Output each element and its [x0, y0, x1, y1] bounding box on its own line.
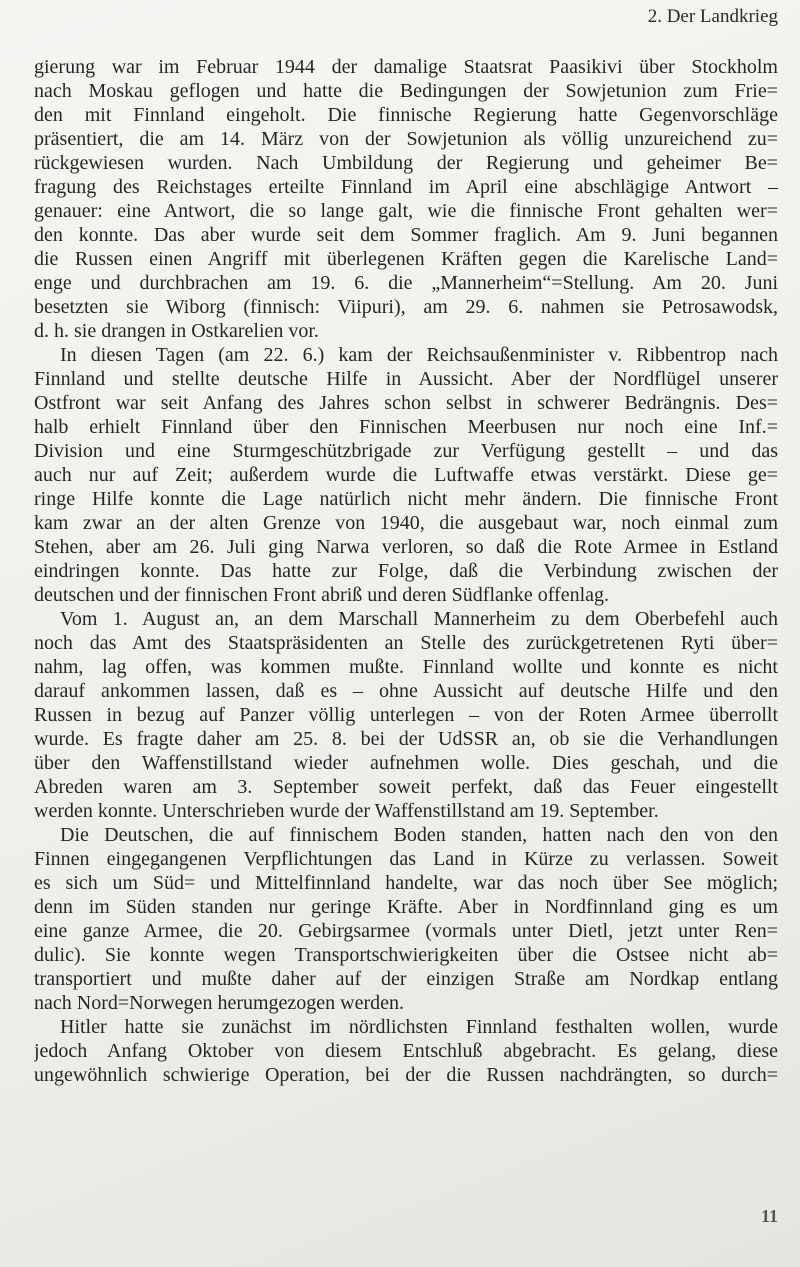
text-line: Russen in bezug auf Panzer völlig unterlegen – von der Roten Armee überrollt — [34, 704, 778, 726]
text-line: transportiert und mußte daher auf der einzigen Straße am Nordkap entlang — [34, 968, 778, 990]
text-line: Division und eine Sturmgeschützbrigade zur Verfügung gestellt – und das — [34, 440, 778, 462]
text-line: eindringen konnte. Das hatte zur Folge, daß die Verbindung zwischen der — [34, 560, 778, 582]
text-line: darauf ankommen lassen, daß es – ohne Aussicht auf deutsche Hilfe und den — [34, 680, 778, 702]
text-line: besetzten sie Wiborg (finnisch: Viipuri), am 29. 6. nahmen sie Petrosawodsk, — [34, 296, 778, 318]
text-line: d. h. sie drangen in Ostkarelien vor. — [34, 320, 319, 342]
text-line: nach Nord=Norwegen herumgezogen werden. — [34, 992, 405, 1014]
text-line: nahm, lag offen, was kommen mußte. Finnland wollte und konnte es nicht — [34, 656, 778, 678]
text-line: es sich um Süd= und Mittelfinnland handelte, war das noch über See möglich; — [34, 872, 778, 894]
text-line: auch nur auf Zeit; außerdem wurde die Luftwaffe etwas verstärkt. Diese ge= — [34, 464, 778, 486]
paragraph — [34, 55, 778, 343]
text-line: ringe Hilfe konnte die Lage natürlich nicht mehr ändern. Die finnische Front — [34, 488, 778, 510]
text-line: Finnen eingegangenen Verpflichtungen das Land in Kürze zu verlassen. Soweit — [34, 848, 778, 870]
text-line: Abreden waren am 3. September soweit perfekt, daß das Feuer eingestellt — [34, 776, 778, 798]
body-text — [34, 55, 778, 1087]
text-line: wurde. Es fragte daher am 25. 8. bei der UdSSR an, ob sie die Verhandlungen — [34, 728, 778, 750]
running-head: 2. Der Landkrieg — [647, 6, 778, 27]
text-line: Hitler hatte sie zunächst im nördlichsten Finnland festhalten wollen, wurde — [60, 1016, 778, 1038]
text-line: den konnte. Das aber wurde seit dem Sommer fraglich. Am 9. Juni begannen — [34, 224, 778, 246]
paragraph — [34, 823, 778, 1015]
text-line: Stehen, aber am 26. Juli ging Narwa verloren, so daß die Rote Armee in Estland — [34, 536, 778, 558]
paragraph — [34, 607, 778, 823]
text-line: präsentiert, die am 14. März von der Sowjetunion als völlig unzureichend zu= — [34, 128, 778, 150]
text-line: rückgewiesen wurden. Nach Umbildung der Regierung und geheimer Be= — [34, 152, 778, 174]
text-line: genauer: eine Antwort, die so lange galt, wie die finnische Front gehalten wer= — [34, 200, 778, 222]
text-line: noch das Amt des Staatspräsidenten an Stelle des zurückgetretenen Ryti über= — [34, 632, 778, 654]
text-line: kam zwar an der alten Grenze von 1940, die ausgebaut war, noch einmal zum — [34, 512, 778, 534]
text-line: halb erhielt Finnland über den Finnischen Meerbusen nur noch eine Inf.= — [34, 416, 778, 438]
text-line: Vom 1. August an, an dem Marschall Mannerheim zu dem Oberbefehl auch — [60, 608, 778, 630]
paragraph — [34, 1015, 778, 1087]
text-line: die Russen einen Angriff mit überlegenen Kräften gegen die Karelische Land= — [34, 248, 778, 270]
text-line: In diesen Tagen (am 22. 6.) kam der Reichsaußenminister v. Ribbentrop nach — [60, 344, 778, 366]
text-line: fragung des Reichstages erteilte Finnland im April eine abschlägige Antwort – — [34, 176, 778, 198]
text-line: dulic). Sie konnte wegen Transportschwierigkeiten über die Ostsee nicht ab= — [34, 944, 778, 966]
text-line: den mit Finnland eingeholt. Die finnische Regierung hatte Gegenvorschläge — [34, 104, 778, 126]
text-line: gierung war im Februar 1944 der damalige Staatsrat Paasikivi über Stockholm — [34, 56, 778, 78]
text-line: eine ganze Armee, die 20. Gebirgsarmee (vormals unter Dietl, jetzt unter Ren= — [34, 920, 778, 942]
text-line: Ostfront war seit Anfang des Jahres schon selbst in schwerer Bedrängnis. Des= — [34, 392, 778, 414]
text-line: Die Deutschen, die auf finnischem Boden standen, hatten nach den von den — [60, 824, 778, 846]
text-line: ungewöhnlich schwierige Operation, bei der die Russen nachdrängten, so durch= — [34, 1064, 778, 1086]
paragraph — [34, 343, 778, 607]
text-line: jedoch Anfang Oktober von diesem Entschluß abgebracht. Es gelang, diese — [34, 1040, 778, 1062]
text-line: Finnland und stellte deutsche Hilfe in Aussicht. Aber der Nordflügel unserer — [34, 368, 778, 390]
text-line: denn im Süden standen nur geringe Kräfte. Aber in Nordfinnland ging es um — [34, 896, 778, 918]
page-number: 11 — [760, 1206, 778, 1226]
text-line: nach Moskau geflogen und hatte die Bedingungen der Sowjetunion zum Frie= — [34, 80, 778, 102]
text-line: werden konnte. Unterschrieben wurde der Waffenstillstand am 19. September. — [34, 800, 659, 822]
text-line: enge und durchbrachen am 19. 6. die „Mannerheim“=Stellung. Am 20. Juni — [34, 272, 778, 294]
text-line: deutschen und der finnischen Front abriß und deren Südflanke offenlag. — [34, 584, 610, 606]
text-line: über den Waffenstillstand wieder aufnehmen wolle. Dies geschah, und die — [34, 752, 778, 774]
